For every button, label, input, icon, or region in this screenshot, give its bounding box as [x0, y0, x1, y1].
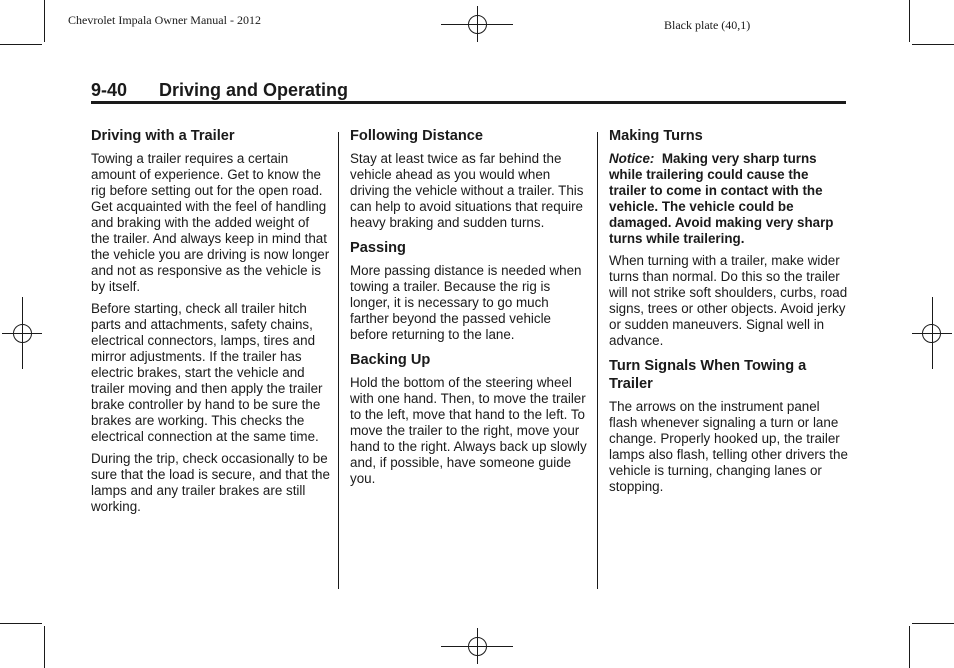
section-heading: Driving with a Trailer	[91, 128, 235, 144]
crop-mark	[0, 623, 42, 624]
section-heading: Turn Signals When Towing a Trailer	[609, 358, 807, 392]
section-heading: Making Turns	[609, 128, 703, 144]
paragraph: Stay at least twice as far behind the vehicle ahead as you would when driving the vehicle without a trailer. This can help to avoid situations that require heavy braking and sudden turns.	[350, 151, 584, 230]
paragraph: Towing a trailer requires a certain amount of experience. Get to know the rig before setting out for the open road. Get acquainted with the feel of handling and braking with the added weight of the trailer. And always keep in mind that the vehicle you are driving is now longer and not as responsive as the vehicle is by itself.	[91, 151, 330, 294]
notice	[609, 151, 849, 247]
crop-mark	[909, 626, 910, 668]
section-heading: Following Distance	[350, 128, 483, 144]
page-number: 9-40	[91, 80, 128, 100]
column-divider	[597, 132, 598, 589]
paragraph: Before starting, check all trailer hitch parts and attachments, safety chains, electrical connectors, lamps, tires and mirror adjustments. If the trailer has electric brakes, start the vehicle and trailer moving and then apply the trailer brake controller by hand to be sure the brakes are working. This checks the electrical connection at the same time.	[91, 301, 323, 444]
registration-mark-top	[441, 6, 513, 42]
section-turn-signals	[609, 357, 849, 495]
column-2	[350, 127, 590, 493]
paragraph: Hold the bottom of the steering wheel with one hand. Then, to move the trailer to the left, move that hand to the left. To move the trailer to the right, move your hand to the right. Always back up slowly and, if possible, have someone guide you.	[350, 375, 587, 486]
section-title: Driving and Operating	[159, 80, 349, 100]
paragraph: During the trip, check occasionally to be sure that the load is secure, and that the lamps and any trailer brakes are still working.	[91, 451, 330, 514]
section-passing	[350, 239, 590, 343]
column-divider	[338, 132, 339, 589]
section-heading: Backing Up	[350, 352, 431, 368]
plate-label: Black plate (40,1)	[664, 18, 751, 32]
registration-mark-right	[912, 297, 952, 369]
page-title	[91, 80, 348, 101]
crop-mark	[912, 44, 954, 45]
notice-text: Making very sharp turns while trailering could cause the trailer to come in contact with the vehicle. The vehicle could be damaged. Avoid making very sharp turns while trailering.	[609, 151, 834, 246]
crop-mark	[0, 44, 42, 45]
column-1	[91, 127, 331, 521]
crop-mark	[912, 623, 954, 624]
section-making-turns	[609, 127, 849, 349]
paragraph: The arrows on the instrument panel flash whenever signaling a turn or lane change. Properly hooked up, the trailer lamps also flash, telling other drivers the vehicle is turning, changing lanes or stopping.	[609, 399, 848, 494]
section-following-distance	[350, 127, 590, 231]
column-3	[609, 127, 849, 501]
section-driving-with-trailer	[91, 127, 331, 515]
crop-mark	[44, 0, 45, 42]
section-backing-up	[350, 351, 590, 487]
crop-mark	[909, 0, 910, 42]
manual-title: Chevrolet Impala Owner Manual - 2012	[68, 13, 261, 27]
registration-mark-left	[2, 297, 42, 369]
paragraph: When turning with a trailer, make wider turns than normal. Do this so the trailer will not strike soft shoulders, curbs, road signs, trees or other objects. Avoid jerky or sudden maneuvers. Signal well in advance.	[609, 253, 848, 348]
registration-mark-bottom	[441, 628, 513, 664]
paragraph: More passing distance is needed when towing a trailer. Because the rig is longer, it is necessary to go much farther beyond the passed vehicle before returning to the lane.	[350, 263, 582, 342]
crop-mark	[44, 626, 45, 668]
notice-label: Notice:	[609, 151, 655, 166]
section-heading: Passing	[350, 240, 406, 256]
heading-rule	[91, 101, 846, 104]
